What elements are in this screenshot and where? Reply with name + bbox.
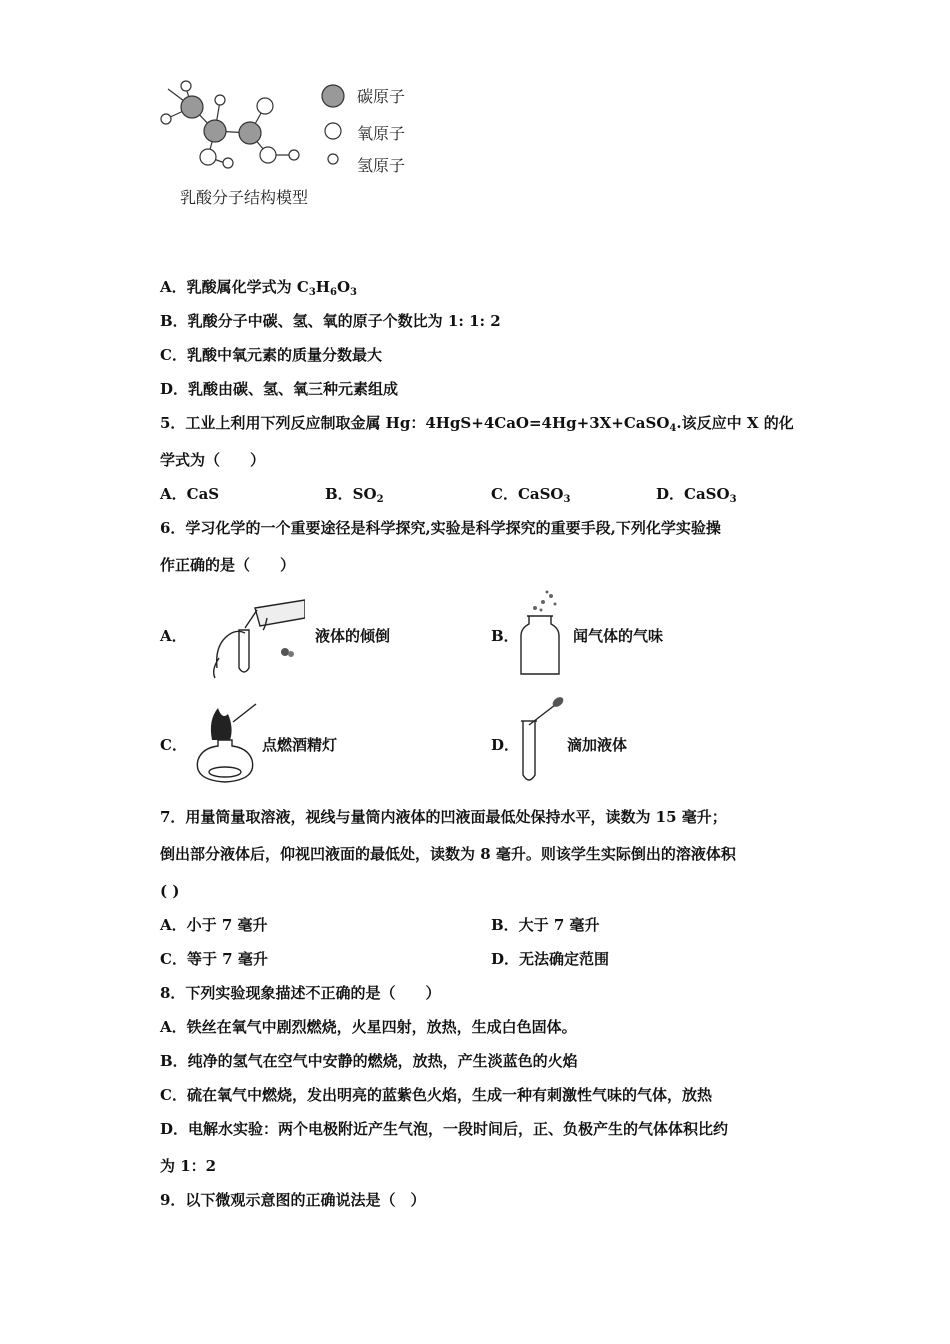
q8-option-c: C．硫在氧气中燃烧，发出明亮的蓝紫色火焰，生成一种有刺激性气味的气体，放热 <box>160 1086 712 1104</box>
q5-option-d: D．CaSO$_3$ <box>656 485 737 505</box>
q7-option-b: B．大于 7 毫升 <box>491 916 600 934</box>
oxygen-atom-symbol <box>322 120 344 142</box>
q6-option-a-letter: A． <box>160 627 187 645</box>
q7-stem-line2: 倒出部分液体后，仰视凹液面的最低处，读数为 8 毫升。则该学生实际倒出的溶液体积 <box>160 845 736 863</box>
q5-option-b: B．$SO_2$ <box>325 485 384 505</box>
q8-option-a: A．铁丝在氧气中剧烈燃烧，火星四射，放热，生成白色固体。 <box>160 1018 577 1036</box>
lactic-acid-molecule-model <box>150 75 300 175</box>
q8-option-b: B．纯净的氢气在空气中安静的燃烧，放热，产生淡蓝色的火焰 <box>160 1052 578 1070</box>
q6-option-b-label: 闻气体的气味 <box>573 627 664 645</box>
q8-option-d-line2: 为 1：2 <box>160 1157 217 1175</box>
q7-stem-line1: 7．用量筒量取溶液，视线与量筒内液体的凹液面最低处保持水平，读数为 15 毫升； <box>160 808 727 826</box>
gas-jar-illustration <box>515 588 565 678</box>
hydrogen-atom-symbol <box>326 152 340 166</box>
q5-option-a: A．CaS <box>160 485 220 503</box>
q8-stem: 8．下列实验现象描述不正确的是（ ） <box>160 984 441 1002</box>
q5-stem-line2: 学式为（ ） <box>160 451 266 469</box>
legend-carbon: 碳原子 <box>357 87 406 106</box>
dropper-test-tube-illustration <box>515 695 570 785</box>
legend-oxygen: 氧原子 <box>357 124 406 143</box>
q6-option-b-letter: B． <box>491 627 519 645</box>
q6-option-d-label: 滴加液体 <box>567 736 628 754</box>
q9-stem: 9．以下微观示意图的正确说法是（ ） <box>160 1191 426 1209</box>
q5-stem-line1: 5．工业上利用下列反应制取金属 Hg：4HgS+4CaO=4Hg+3X+CaSO$_4$.该反应中 X 的化 <box>160 414 794 434</box>
alcohol-lamp-illustration <box>188 700 263 785</box>
q6-option-c-label: 点燃酒精灯 <box>262 736 338 754</box>
q6-stem-line1: 6．学习化学的一个重要途径是科学探究,实验是科学探究的重要手段,下列化学实验操 <box>160 519 721 537</box>
q7-option-d: D．无法确定范围 <box>491 950 610 968</box>
q4-option-a: A．乳酸属化学式为 $C_3H_6O_3$ <box>160 278 357 298</box>
q4-option-d: D．乳酸由碳、氢、氧三种元素组成 <box>160 380 399 398</box>
q6-option-d-letter: D． <box>491 736 520 754</box>
q6-option-c-letter: C． <box>160 736 187 754</box>
q7-stem-line3: ( ) <box>160 882 180 900</box>
carbon-atom-symbol <box>320 83 348 109</box>
q4-option-c: C．乳酸中氧元素的质量分数最大 <box>160 346 382 364</box>
q7-option-c: C．等于 7 毫升 <box>160 950 268 968</box>
q6-stem-line2: 作正确的是（ ） <box>160 556 296 574</box>
liquid-pouring-illustration <box>205 588 305 683</box>
q7-option-a: A．小于 7 毫升 <box>160 916 268 934</box>
legend-hydrogen: 氢原子 <box>357 156 406 175</box>
molecule-caption: 乳酸分子结构模型 <box>180 188 309 207</box>
q8-option-d-line1: D．电解水实验：两个电极附近产生气泡，一段时间后，正、负极产生的气体体积比约 <box>160 1120 729 1138</box>
q5-option-c: C．CaSO$_3$ <box>491 485 571 505</box>
q4-option-b: B．乳酸分子中碳、氢、氧的原子个数比为 1: 1: 2 <box>160 312 501 330</box>
q6-option-a-label: 液体的倾倒 <box>315 627 391 645</box>
